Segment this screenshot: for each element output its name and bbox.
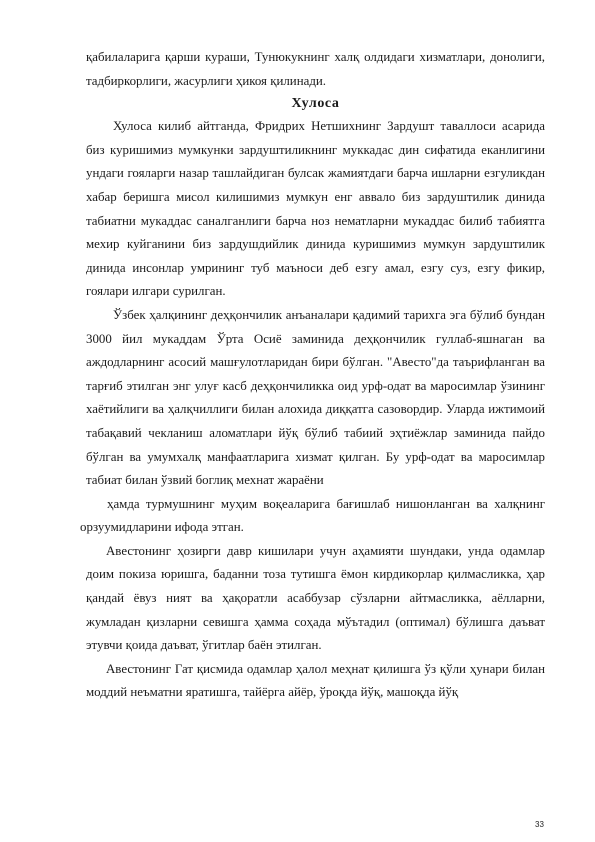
page-number: 33 — [535, 820, 544, 829]
paragraph-conclusion-2: Ўзбек ҳалқининг деҳқончилик анъаналари қадимий тарихга эга бўлиб бундан 3000 йил мукаддам Ўрта Осиё заминида деҳқончилик гуллаб-яшнаган ва аждодларнинг асосий машғулотларидан бири бўлган. "Авесто"да таърифланган ва тарғиб этилган энг улуғ касб деҳқончиликка оид урф-одат ва маросимлар ўзининг хаётийлиги ва ҳалқчиллиги билан алохида диққатга сазовордир. Уларда ижтимоий табақавий чекланиш аломатлари йўқ бўлиб табиий эҳтиёжлар заминида пайдо бўлган ва умумхалқ манфаатларига хизмат қилган. Бу урф-одат ва маросимлар табиат билан ўзвий боглиқ мехнат жараёни — [86, 307, 545, 488]
document-page — [80, 46, 545, 705]
paragraph-conclusion-1: Хулоса килиб айтганда, Фридрих Нетшихнинг Зардушт таваллоси асарида биз куришимиз мумкунки зардуштиликнинг муккадас дин сифатида еканлигини ундаги гояларги назар ташлайдиган булсак жамиятдаги барча ишларни езгуликдан хабар беришга мисол килишимиз мумкун енг аввало биз зардуштилик динида табиатни мукаддас саналганлиги барча ноз нематларни мукаддас билиб табиятга мехир куйганини биз зардушдийлик динида куришимиз мумкун зардуштилик динида инсонлар умрининг туб маъноси деб езгу амал, езгу суз, езгу фикир, гоялари илгари сурилган. — [86, 119, 545, 299]
section-heading: Хулоса — [291, 96, 340, 112]
paragraph-conclusion-4: Авестонинг ҳозирги давр кишилари учун аҳамияти шундаки, унда одамлар доим покиза юришга, баданни тоза тутишга ёмон кирдикорлар қилмасликка, ҳар қандай ёвуз ният ва ҳақоратли асаббузар сўзларни айтмасликка, аёлларни, жумладан қизларни севишга ҳамма соҳада мўътадил (оптимал) бўлишга даъват этувчи қоида даъват, ўгитлар баён этилган. — [86, 543, 545, 653]
paragraph-conclusion-5: Авестонинг Гат қисмида одамлар ҳалол меҳнат қилишга ўз қўли ҳунари билан моддий неъматни яратишга, тайёрга айёр, ўроқда йўқ, машоқда йўқ — [86, 661, 545, 700]
paragraph-conclusion-3: ҳамда турмушнинг муҳим воқеаларига бағишлаб нишонланган ва халқнинг орзуумидларини ифода этган. — [80, 496, 545, 535]
paragraph-intro: қабилаларига қарши кураши, Тунюкукнинг халқ олдидаги хизматлари, донолиги, тадбиркорлиги, жасурлиги ҳикоя қилинади. — [86, 50, 545, 88]
